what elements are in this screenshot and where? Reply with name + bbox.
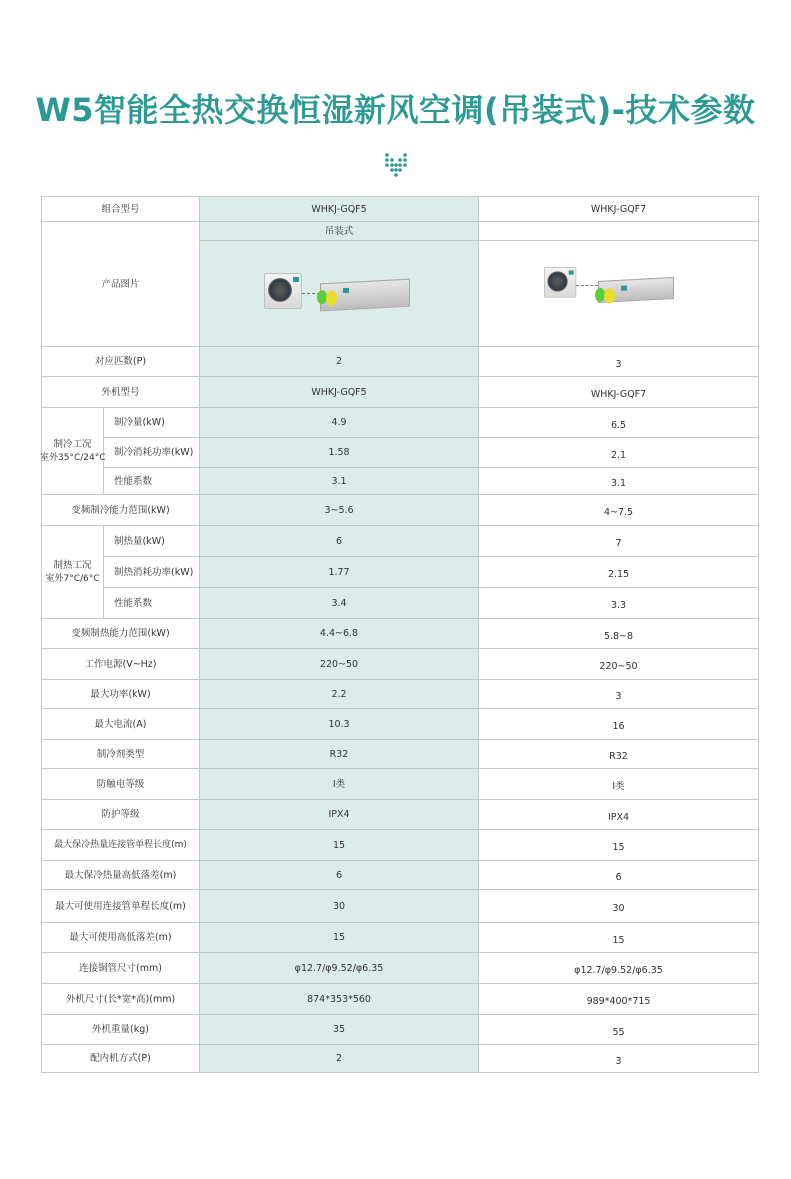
table-row xyxy=(42,861,759,890)
value-a: 6 xyxy=(200,861,479,890)
row-label: 防护等级 xyxy=(42,800,200,830)
value-b: 3 xyxy=(479,680,759,709)
table-row xyxy=(42,680,759,709)
ducted-unit-icon xyxy=(320,278,410,311)
row-label: 最大可使用连接管单程长度(m) xyxy=(42,890,200,923)
value-a: 1.58 xyxy=(200,438,479,468)
row-label: 制冷消耗功率(kW) xyxy=(104,438,200,468)
value-b: 989*400*715 xyxy=(479,984,759,1015)
value-a: 15 xyxy=(200,830,479,861)
value-a: 4.4~6.8 xyxy=(200,619,479,649)
value-b: 3 xyxy=(479,1045,759,1073)
value-a: 3.4 xyxy=(200,588,479,619)
header-label: 组合型号 xyxy=(42,197,200,222)
row-label: 性能系数 xyxy=(104,468,200,495)
value-b: 220~50 xyxy=(479,649,759,680)
table-row xyxy=(42,1045,759,1073)
value-a: 1.77 xyxy=(200,557,479,588)
outdoor-unit-icon xyxy=(544,267,576,298)
header-model-a: WHKJ-GQF5 xyxy=(200,197,479,222)
value-b: φ12.7/φ9.52/φ6.35 xyxy=(479,953,759,984)
header-model-b: WHKJ-GQF7 xyxy=(479,197,759,222)
table-row xyxy=(42,619,759,649)
value-b: WHKJ-GQF7 xyxy=(479,377,759,408)
table-row xyxy=(42,408,759,438)
table-row xyxy=(42,830,759,861)
value-b: 3 xyxy=(479,347,759,377)
table-row xyxy=(42,495,759,526)
value-b: 3.1 xyxy=(479,468,759,495)
row-label: 外机尺寸(长*宽*高)(mm) xyxy=(42,984,200,1015)
row-label: 制冷剂类型 xyxy=(42,740,200,769)
row-label: 外机重量(kg) xyxy=(42,1015,200,1045)
value-a: φ12.7/φ9.52/φ6.35 xyxy=(200,953,479,984)
table-row xyxy=(42,769,759,800)
table-row xyxy=(42,800,759,830)
group-label-line1: 制热工况 xyxy=(53,559,92,571)
row-label: 变频制冷能力范围(kW) xyxy=(42,495,200,526)
table-row xyxy=(42,890,759,923)
value-a: 2 xyxy=(200,347,479,377)
value-b: 16 xyxy=(479,709,759,740)
outdoor-and-ducted-unit-image xyxy=(544,263,694,313)
row-label: 最大保冷热量高低落差(m) xyxy=(42,861,200,890)
table-header-row xyxy=(42,197,759,222)
value-b: 2.15 xyxy=(479,557,759,588)
table-row xyxy=(42,709,759,740)
value-b: 6.5 xyxy=(479,408,759,438)
value-a: 3.1 xyxy=(200,468,479,495)
product-image-a xyxy=(200,241,479,347)
value-a: 15 xyxy=(200,923,479,953)
value-a: 35 xyxy=(200,1015,479,1045)
value-b: 2.1 xyxy=(479,438,759,468)
value-a: 3~5.6 xyxy=(200,495,479,526)
page-title: W5智能全热交换恒湿新风空调(吊装式)-技术参数 xyxy=(35,91,756,129)
table-row xyxy=(42,740,759,769)
install-type-b xyxy=(479,222,759,241)
value-b: 55 xyxy=(479,1015,759,1045)
row-label: 性能系数 xyxy=(104,588,200,619)
table-row xyxy=(42,526,759,557)
row-label: 最大电流(A) xyxy=(42,709,200,740)
value-a: I类 xyxy=(200,769,479,800)
value-a: 2.2 xyxy=(200,680,479,709)
spec-table xyxy=(41,196,759,1073)
table-row xyxy=(42,984,759,1015)
row-label: 对应匹数(P) xyxy=(42,347,200,377)
cooling-group-label xyxy=(42,408,104,495)
value-b: 15 xyxy=(479,830,759,861)
ducted-unit-icon xyxy=(598,277,674,303)
table-row xyxy=(42,953,759,984)
row-label: 最大保冷热量连接管单程长度(m) xyxy=(42,830,200,861)
group-label-line1: 制冷工况 xyxy=(53,438,92,450)
group-label-line2: 室外7°C/6°C xyxy=(45,573,100,584)
heating-group-label xyxy=(42,526,104,619)
value-b: IPX4 xyxy=(479,800,759,830)
value-b: 30 xyxy=(479,890,759,923)
row-label: 最大可使用高低落差(m) xyxy=(42,923,200,953)
table-row xyxy=(42,468,759,495)
table-row xyxy=(42,588,759,619)
row-label: 外机型号 xyxy=(42,377,200,408)
row-label: 连接铜管尺寸(mm) xyxy=(42,953,200,984)
outdoor-and-ducted-unit-image xyxy=(264,269,414,319)
value-a: 30 xyxy=(200,890,479,923)
row-label: 制热量(kW) xyxy=(104,526,200,557)
value-a: IPX4 xyxy=(200,800,479,830)
value-b: 6 xyxy=(479,861,759,890)
value-b: 5.8~8 xyxy=(479,619,759,649)
row-label: 变频制热能力范围(kW) xyxy=(42,619,200,649)
install-type-row xyxy=(42,222,759,241)
row-label: 制冷量(kW) xyxy=(104,408,200,438)
install-type-a: 吊装式 xyxy=(200,222,479,241)
table-row xyxy=(42,923,759,953)
row-label: 制热消耗功率(kW) xyxy=(104,557,200,588)
value-a: 220~50 xyxy=(200,649,479,680)
value-a: WHKJ-GQF5 xyxy=(200,377,479,408)
outdoor-unit-icon xyxy=(264,273,302,309)
table-row xyxy=(42,377,759,408)
value-a: 10.3 xyxy=(200,709,479,740)
value-b: R32 xyxy=(479,740,759,769)
value-a: 874*353*560 xyxy=(200,984,479,1015)
value-b: 4~7.5 xyxy=(479,495,759,526)
row-label: 最大功率(kW) xyxy=(42,680,200,709)
row-label: 防触电等级 xyxy=(42,769,200,800)
row-label: 工作电源(V~Hz) xyxy=(42,649,200,680)
table-row xyxy=(42,649,759,680)
table-row xyxy=(42,438,759,468)
row-label: 配内机方式(P) xyxy=(42,1045,200,1073)
value-b: 3.3 xyxy=(479,588,759,619)
value-b: 15 xyxy=(479,923,759,953)
value-b: I类 xyxy=(479,769,759,800)
value-a: 6 xyxy=(200,526,479,557)
group-label-line2: 室外35°C/24°C xyxy=(40,452,106,463)
image-row-label: 产品图片 xyxy=(42,222,200,347)
product-image-b xyxy=(479,241,759,347)
dotted-v-logo-icon xyxy=(384,152,408,178)
table-row xyxy=(42,557,759,588)
table-row xyxy=(42,1015,759,1045)
table-row xyxy=(42,347,759,377)
value-a: 2 xyxy=(200,1045,479,1073)
value-a: 4.9 xyxy=(200,408,479,438)
value-b: 7 xyxy=(479,526,759,557)
value-a: R32 xyxy=(200,740,479,769)
